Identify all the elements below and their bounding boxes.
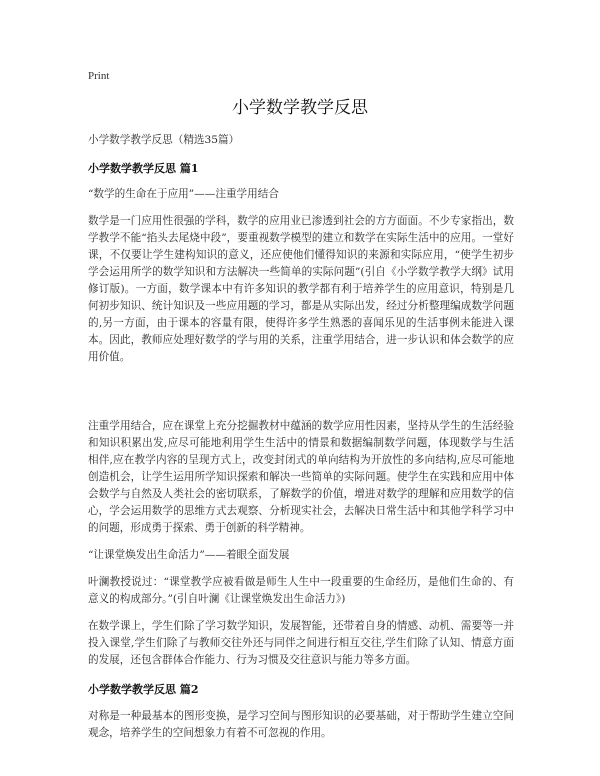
section-1-heading: 小学数学教学反思 篇1: [88, 162, 199, 175]
page-title: 小学数学教学反思: [232, 98, 368, 118]
section-1-paragraph-3: 叶澜教授说过：“课堂教学应被看做是师生人生中一段重要的生命经历，是他们生命的、有意义的构成部分。”(引自叶澜《让课堂焕发出生命活力》): [88, 576, 514, 605]
section-2-heading: 小学数学教学反思 篇2: [88, 683, 199, 696]
section-1-paragraph-1: 数学是一门应用性很强的学科，数学的应用业已渗透到社会的方方面面。不少专家指出，数学教学不能“掐头去尾烧中段”，要重视数学模型的建立和数学在实际生活中的应用。一堂好课，不仅要让学生建构知识的意义，还应使他们懂得知识的来源和实际应用，“使学生初步学会运用所学的数学知识和方法解决一些简单的实际问题”(引自《小学数学教学大纲》试用修订版)。一方面，数学课本中有许多知识的教学都有利于培养学生的应用意识，特别是几何初步知识、统计知识及一些应用题的学习，都是从实际出发，经过分析整理编成数学问题的,另一方面，由于课本的容量有限，使得许多学生熟悉的喜闻乐见的生活事例未能进入课本。因此，教师应处理好数学的学与用的关系，注重学用结合，进一步认识和体会数学的应用价值。: [88, 215, 514, 363]
section-1-quote: “数学的生命在于应用”——注重学用结合: [88, 188, 279, 200]
section-1-quote-2: “让课堂焕发出生命活力”——着眼全面发展: [88, 549, 290, 561]
print-label: Print: [88, 70, 110, 82]
document-subtitle: 小学数学教学反思（精选35篇）: [88, 134, 240, 146]
section-1-paragraph-2: 注重学用结合，应在课堂上充分挖掘教材中蕴涵的数学应用性因素，坚持从学生的生活经验和知识积累出发,应尽可能地利用学生生活中的情景和数据编制数学问题，体现数学与生活相伴,应在教学内容的呈现方式上，改变封闭式的单向结构为开放性的多向结构,应尽可能地创造机会，让学生运用所学知识探索和解决一些简单的实际问题。使学生在实践和应用中体会数学与自然及人类社会的密切联系，了解数学的价值，增进对数学的理解和应用数学的信心，学会运用数学的思维方式去观察、分析现实社会，去解决日常生活中和其他学科学习中的问题，形成勇于探索、勇于创新的科学精神。: [88, 420, 514, 534]
section-2-paragraph-1: 对称是一种最基本的图形变换，是学习空间与图形知识的必要基础，对于帮助学生建立空间观念，培养学生的空间想象力有着不可忽视的作用。: [88, 710, 514, 739]
section-1-paragraph-4: 在数学课上，学生们除了学习数学知识，发展智能，还带着自身的情感、动机、需要等一并投入课堂,学生们除了与教师交往外还与同伴之间进行相互交往,学生们除了认知、情意方面的发展，还包含群体合作能力、行为习惯及交往意识与能力等多方面。: [88, 620, 514, 666]
